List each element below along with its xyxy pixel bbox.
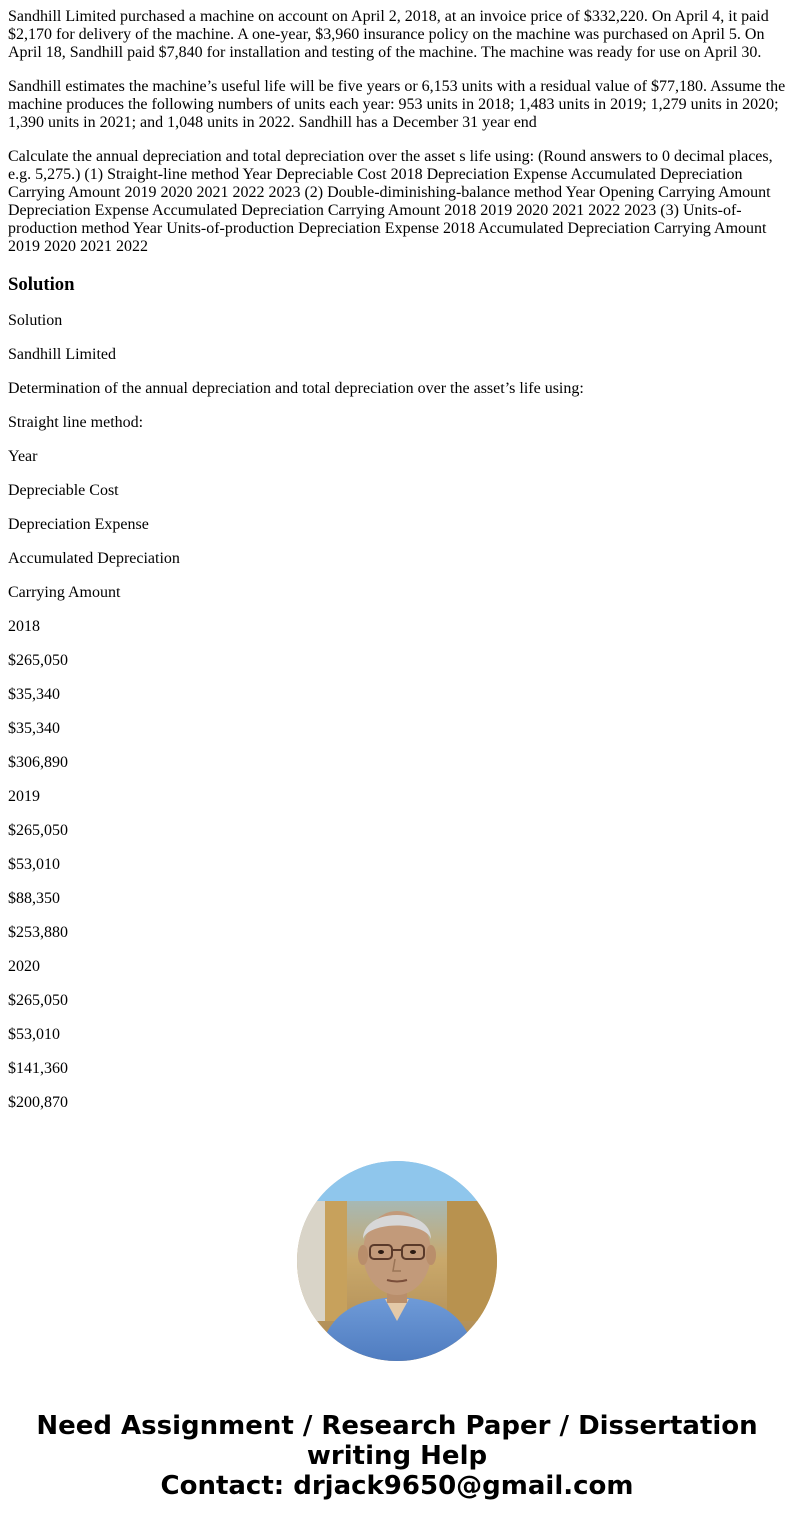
table-cell: $35,340 xyxy=(8,720,60,737)
avatar-photo-icon xyxy=(297,1161,497,1361)
question-paragraph-2: Sandhill estimates the machine’s useful life will be five years or 6,153 units with a residual value of $77,180. Assume the machine produces the following numbers of units each year: 953 units in 2018; 1,483 units in 2019; 1,279 units in 2020; 1,390 units in 2021; and 1,048 units in 2022. Sandhill has a December 31 year end xyxy=(8,78,786,131)
method-title: Straight line method: xyxy=(8,414,144,431)
table-cell: $88,350 xyxy=(8,890,60,907)
solution-heading: Solution xyxy=(8,274,75,295)
table-cell: $141,360 xyxy=(8,1060,68,1077)
column-header: Depreciable Cost xyxy=(8,482,119,499)
column-header: Depreciation Expense xyxy=(8,516,149,533)
promo-line-2: writing Help xyxy=(306,1441,488,1471)
column-header: Year xyxy=(8,448,38,465)
promo-contact-email: Contact: drjack9650@gmail.com xyxy=(160,1471,634,1501)
table-cell: 2018 xyxy=(8,618,40,635)
question-paragraph-3: Calculate the annual depreciation and total depreciation over the asset s life using: (Round answers to 0 decimal places, e.g. 5,275.) (1) Straight-line method Year Depreciable Cost 2018 Depreciation Expense Accumulated Depreciation Carrying Amount 2019 2020 2021 2022 2023 (2) Double-diminishing-balance method Year Opening Carrying Amount Depreciation Expense Accumulated Depreciation Carrying Amount 2018 2019 2020 2021 2022 2023 (3) Units-of-production method Year Units-of-production Depreciation Expense 2018 Accumulated Depreciation Carrying Amount 2019 2020 2021 2022 xyxy=(8,148,773,255)
question-paragraph-1: Sandhill Limited purchased a machine on account on April 2, 2018, at an invoice price of $332,220. On April 4, it paid $2,170 for delivery of the machine. A one-year, $3,960 insurance policy on the machine was purchased on April 5. On April 18, Sandhill paid $7,840 for installation and testing of the machine. The machine was ready for use on April 30. xyxy=(8,8,769,61)
company-name: Sandhill Limited xyxy=(8,346,116,363)
document-body xyxy=(0,8,794,1112)
table-cell: $253,880 xyxy=(8,924,68,941)
table-cell: $265,050 xyxy=(8,992,68,1009)
table-cell: $35,340 xyxy=(8,686,60,703)
table-cell: 2020 xyxy=(8,958,40,975)
table-cell: 2019 xyxy=(8,788,40,805)
table-cell: $265,050 xyxy=(8,822,68,839)
table-cell: $306,890 xyxy=(8,754,68,771)
table-cell: $53,010 xyxy=(8,1026,60,1043)
promo-banner xyxy=(0,1411,794,1501)
table-cell: $200,870 xyxy=(8,1094,68,1111)
table-cell: $265,050 xyxy=(8,652,68,669)
promo-line-1: Need Assignment / Research Paper / Dissertation xyxy=(36,1411,758,1441)
solution-intro: Determination of the annual depreciation and total depreciation over the asset’s life using: xyxy=(8,380,584,397)
column-header: Accumulated Depreciation xyxy=(8,550,180,567)
column-header: Carrying Amount xyxy=(8,584,121,601)
table-cell: $53,010 xyxy=(8,856,60,873)
author-avatar xyxy=(297,1161,497,1361)
solution-label: Solution xyxy=(8,312,63,329)
